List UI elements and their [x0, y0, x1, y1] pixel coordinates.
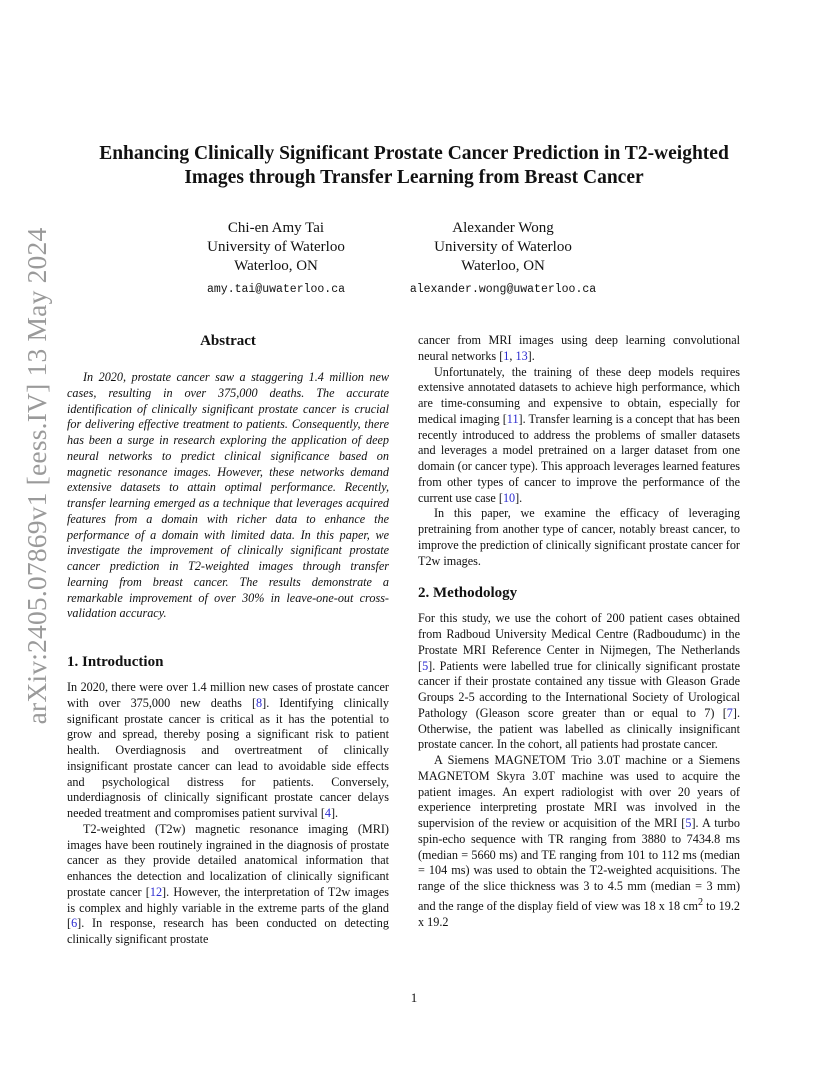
intro-paragraph-2: T2-weighted (T2w) magnetic resonance imaging (MRI) images have been routinely ingrained in the diagnosis of prostate cancer as they provide detailed anatomical information that enhances the detection and localization of clinically significant prostate cancer [12]. However, the interpretation of T2w images is complex and highly variable in the extreme parts of the gland [6]. In response, research has been conducted on detecting clinically significant prostate: [67, 821, 389, 946]
section-heading-introduction: 1. Introduction: [67, 654, 164, 670]
section-heading-methodology: 2. Methodology: [418, 585, 518, 602]
abstract-heading: Abstract: [200, 333, 256, 349]
arxiv-id-text: arXiv:2405.07869v1 [eess.IV] 13 May 2024: [21, 227, 52, 725]
intro-paragraph-4: In this paper, we examine the efficacy of leveraging pretraining from another type of cancer, notably breast cancer, to improve the prediction of clinically significant prostate cancer for T2w images.: [418, 506, 740, 568]
superscript-two: 2: [698, 896, 704, 908]
author-email: amy.tai@uwaterloo.ca: [206, 283, 346, 296]
abstract-text: In 2020, prostate cancer saw a staggering 1.4 million new cases, resulting in over 375,000 deaths. The accurate identification of clinically significant prostate cancer is crucial for delivering effective treatment to patients. Consequently, there has been a surge in research exploring the application of deep neural networks to predict clinical significance based on magnetic resonance images. However, these networks demand extensive datasets to attain optimal performance. Recently, transfer learning emerged as a technique that leverages acquired features from a domain with richer data to enhance the performance of a domain with limited data. In this paper, we investigate the improvement of clinically significant prostate cancer prediction in T2-weighted images through transfer learning from breast cancer. The results demonstrate a remarkable improvement of over 30% in leave-one-out cross-validation accuracy.: [67, 370, 389, 621]
intro-paragraph-3: Unfortunately, the training of these deep models requires extensive annotated datasets to achieve high performance, which are time-consuming and expensive to obtain, especially for medical imaging [11]. Transfer learning is a concept that has been recently introduced to address the problems of smaller datasets and leverages a model pretrained on a larger dataset from one domain (or cancer type). This approach leverages learned features from other types of cancer to improve the performance of the current use case [10].: [418, 364, 741, 505]
author-block-2: [383, 219, 623, 299]
author-name: Chi-en Amy Tai: [227, 220, 325, 236]
citation-link[interactable]: 4: [324, 806, 331, 820]
page-number: 1: [410, 990, 418, 1005]
author-location: Waterloo, ON: [234, 258, 318, 274]
citation-link[interactable]: 10: [502, 490, 516, 505]
method-paragraph-1: For this study, we use the cohort of 200 patient cases obtained from Radboud University Medical Centre (Radboudumc) in the Prostate MRI Reference Center in Nijmegen, The Netherlands [5]. Patients were labelled true for clinically significant prostate cancer if their prostate contained any tissue with Gleason Grade Groups 2-5 according to the International Society of Urological Pathology (Gleason score greater than or equal to 7) [7]. Otherwise, the patient was labelled as clinically insignificant prostate cancer. In the cohort, all patients had prostate cancer.: [418, 611, 740, 752]
author-name: Alexander Wong: [452, 220, 554, 236]
intro-paragraph-2-continued: cancer from MRI images using deep learning convolutional neural networks [1, 13].: [418, 333, 740, 363]
author-affiliation: University of Waterloo: [207, 239, 345, 255]
citation-link[interactable]: 1: [503, 348, 510, 363]
intro-paragraph-1: In 2020, there were over 1.4 million new cases of prostate cancer with over 375,000 new deaths [8]. Identifying clinically significant prostate cancer is critical as it has the potential to grow and spread, thereby posing a significant risk to patient health. Overdiagnosis and overtreatment of clinically insignificant prostate cancer can lead to avoidable side effects and psychological distress for patients. Conversely, underdiagnosis of clinically significant prostate cancer delays needed treatment and compromises patient survival [4].: [67, 680, 389, 820]
method-paragraph-2: A Siemens MAGNETOM Trio 3.0T machine or a Siemens MAGNETOM Skyra 3.0T machine was used to acquire the patient images. An expert radiologist with over 20 years of experience interpreting prostate MRI was involved in the supervision of the review or acquisition of the MRI [5]. A turbo spin-echo sequence with TR ranging from 3880 to 7434.8 ms (median = 5660 ms) and TE ranging from 101 to 112 ms (median = 104 ms) was used to obtain the T2-weighted acquisitions. The range of the slice thickness was 3 to 4.5 mm (median = 3 mm) and the range of the display field of view was 18 x 18 $cm^2$ to 19.2 x 19.2: [418, 753, 740, 929]
citation-link[interactable]: 5: [685, 816, 692, 830]
citation-link[interactable]: 11: [506, 411, 519, 426]
right-column: [418, 333, 740, 930]
citation-link[interactable]: 12: [149, 884, 163, 899]
author-affiliation: University of Waterloo: [434, 239, 572, 255]
author-block-1: [156, 219, 396, 299]
paper-title: Enhancing Clinically Significant Prostate Cancer Prediction in T2-weighted Images through Transfer Learning from Breast Cancer: [99, 143, 729, 188]
citation-link[interactable]: 5: [422, 658, 429, 673]
left-column: [67, 331, 389, 948]
author-email: alexander.wong@uwaterloo.ca: [409, 283, 597, 296]
citation-link[interactable]: 6: [71, 916, 78, 931]
author-location: Waterloo, ON: [461, 258, 545, 274]
citation-link[interactable]: 13: [515, 348, 528, 363]
citation-link[interactable]: 7: [726, 705, 733, 720]
arxiv-identifier-stamp: [20, 227, 54, 725]
citation-link[interactable]: 8: [256, 695, 263, 710]
